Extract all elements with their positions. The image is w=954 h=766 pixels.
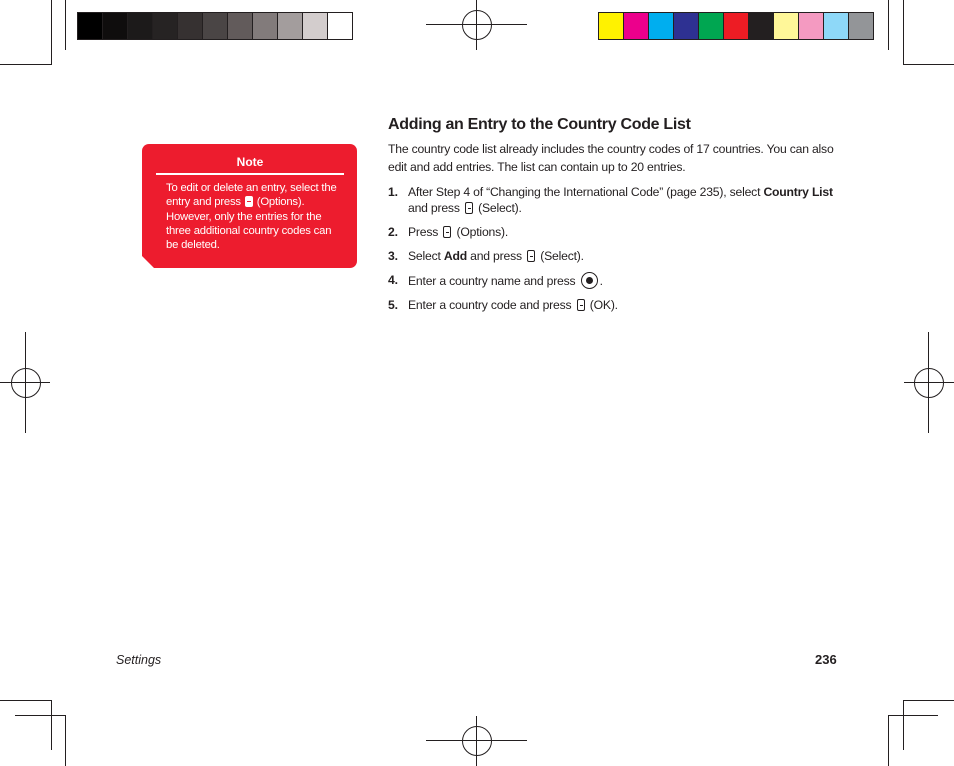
color-swatch: [228, 13, 253, 39]
step-text: and press: [466, 249, 522, 263]
step-item: [388, 224, 838, 240]
color-swatch: [649, 13, 674, 39]
step-text: Enter a country code and press: [408, 298, 572, 312]
step-bold-term: Add: [443, 249, 467, 263]
color-swatch: [303, 13, 328, 39]
step-text: Enter a country name and press: [408, 274, 576, 288]
color-swatch: [724, 13, 749, 39]
color-swatch: [128, 13, 153, 39]
steps-list: [388, 184, 838, 321]
soft-key-icon: [465, 202, 473, 214]
center-select-key-icon: [581, 272, 598, 289]
step-number: 3.: [388, 249, 398, 263]
color-swatch: [178, 13, 203, 39]
note-text-2: (Options). However, only the entries for the three additional country codes can be deleted.: [166, 196, 332, 252]
color-swatch: [103, 13, 128, 39]
color-swatch: [824, 13, 849, 39]
color-swatch: [253, 13, 278, 39]
color-swatch: [749, 13, 774, 39]
color-swatch: [203, 13, 228, 39]
step-bold-term: Country List: [763, 185, 833, 199]
color-swatch: [278, 13, 303, 39]
step-text: .: [599, 274, 603, 288]
step-text: After Step 4 of “Changing the International Code” (page 235), select: [408, 185, 764, 199]
note-text-1: To edit or delete an entry, select the entry and press: [166, 182, 337, 209]
step-text: (OK).: [589, 298, 618, 312]
soft-key-icon: [443, 226, 451, 238]
step-number: 2.: [388, 225, 398, 239]
note-divider: [156, 173, 344, 175]
color-swatch: [699, 13, 724, 39]
section-intro: The country code list already includes the country codes of 17 countries. You can also edit and add entries. The list can contain up to 20 entries.: [388, 142, 834, 174]
color-swatch: [328, 13, 352, 39]
step-number: 4.: [388, 273, 398, 287]
note-body: [166, 181, 340, 252]
color-swatch: [624, 13, 649, 39]
section-heading: Adding an Entry to the Country Code List: [388, 116, 691, 133]
note-title: Note: [236, 155, 264, 169]
color-swatch: [799, 13, 824, 39]
color-swatch: [849, 13, 873, 39]
grayscale-calibration-bar: [77, 12, 353, 40]
step-number: 5.: [388, 298, 398, 312]
color-swatch: [774, 13, 799, 39]
color-swatch: [674, 13, 699, 39]
step-text: (Select).: [478, 201, 522, 215]
step-item: [388, 297, 838, 313]
footer-section-name: Settings: [116, 653, 162, 667]
step-item: [388, 248, 838, 264]
step-item: [388, 272, 838, 289]
color-swatch: [78, 13, 103, 39]
step-number: 1.: [388, 185, 398, 199]
color-swatch: [153, 13, 178, 39]
soft-key-icon: [245, 196, 253, 207]
step-text: Press: [408, 225, 439, 239]
soft-key-icon: [527, 250, 535, 262]
step-text: Select: [408, 249, 444, 263]
step-text: (Options).: [456, 225, 509, 239]
step-text: (Select).: [540, 249, 584, 263]
step-item: [388, 184, 838, 216]
step-text: and press: [408, 201, 460, 215]
page-number: 236: [815, 652, 837, 667]
color-calibration-bar: [598, 12, 874, 40]
color-swatch: [599, 13, 624, 39]
soft-key-icon: [577, 299, 585, 311]
